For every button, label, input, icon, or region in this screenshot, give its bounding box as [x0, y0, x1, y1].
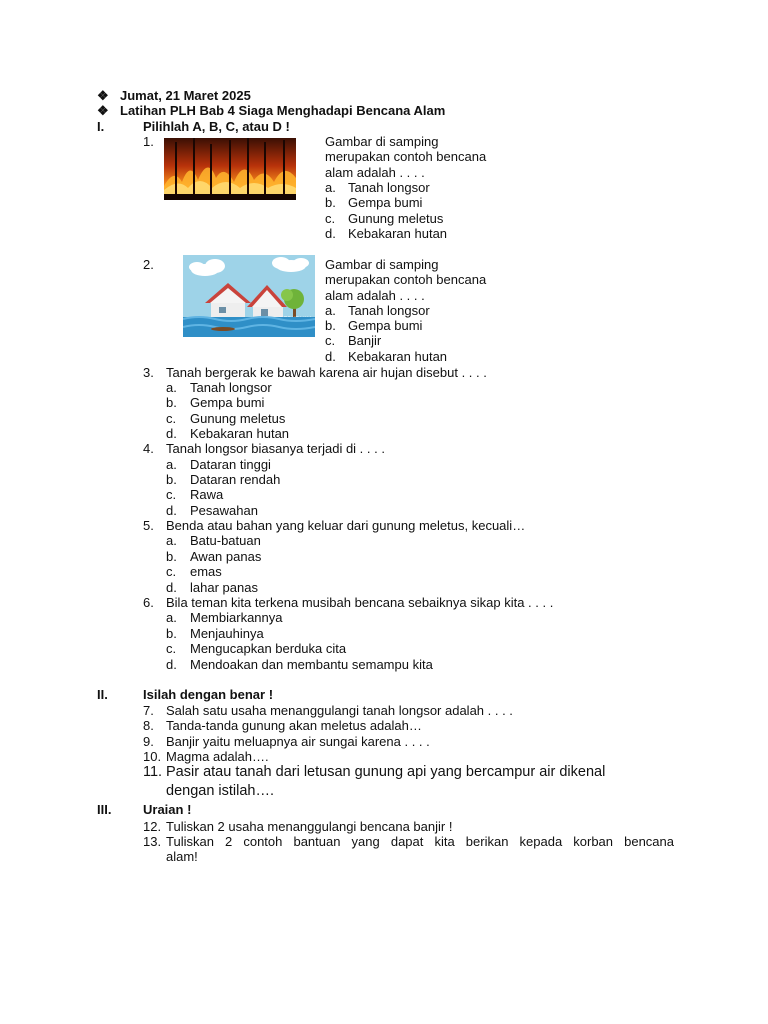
- option-letter: c.: [325, 333, 336, 348]
- option-letter: b.: [325, 318, 336, 333]
- option-text: lahar panas: [190, 580, 258, 595]
- question-text-continued: dengan istilah….: [166, 783, 275, 799]
- question-number: 7.: [143, 703, 154, 718]
- option-letter: c.: [166, 564, 177, 579]
- question-number: 13.: [143, 834, 162, 849]
- option-letter: b.: [166, 549, 177, 564]
- option-text: Gunung meletus: [190, 411, 286, 426]
- question-text: Tuliskan 2 contoh bantuan yang dapat kita berikan kepada korban bencana: [166, 834, 674, 849]
- option-letter: a.: [166, 533, 177, 548]
- forest-fire-image: [164, 138, 296, 200]
- option-text: Tanah longsor: [348, 303, 430, 318]
- section-3-title: Uraian !: [143, 802, 192, 817]
- question-number: 2.: [143, 257, 154, 272]
- option-text: Dataran tinggi: [190, 457, 271, 472]
- option-letter: d.: [325, 349, 336, 364]
- question-text: Magma adalah….: [166, 749, 269, 764]
- question-number: 10.: [143, 749, 162, 764]
- option-letter: a.: [325, 303, 336, 318]
- option-text: Batu-batuan: [190, 533, 261, 548]
- question-text: Bila teman kita terkena musibah bencana sebaiknya sikap kita . . . .: [166, 595, 554, 610]
- question-text: Tanah bergerak ke bawah karena air hujan disebut . . . .: [166, 365, 487, 380]
- option-letter: d.: [166, 426, 177, 441]
- option-text: Tanah longsor: [348, 180, 430, 195]
- header-bullet-icon: ❖: [97, 88, 109, 103]
- question-number: 4.: [143, 441, 154, 456]
- question-text-continued: alam!: [166, 849, 198, 864]
- header-bullet-icon: ❖: [97, 103, 109, 118]
- option-letter: d.: [166, 657, 177, 672]
- option-letter: d.: [325, 226, 336, 241]
- section-1-number: I.: [97, 119, 105, 134]
- question-text-line: alam adalah . . . .: [325, 288, 425, 303]
- option-text: Mengucapkan berduka cita: [190, 641, 347, 656]
- option-letter: a.: [166, 380, 177, 395]
- option-letter: b.: [325, 195, 336, 210]
- question-text-line: merupakan contoh bencana: [325, 272, 487, 287]
- option-letter: a.: [166, 610, 177, 625]
- option-letter: a.: [166, 457, 177, 472]
- question-text: Salah satu usaha menanggulangi tanah longsor adalah . . . .: [166, 703, 513, 718]
- option-text: Pesawahan: [190, 503, 258, 518]
- question-text: Pasir atau tanah dari letusan gunung api yang bercampur air dikenal: [166, 764, 606, 780]
- option-letter: a.: [325, 180, 336, 195]
- option-letter: c.: [166, 641, 177, 656]
- question-number: 8.: [143, 718, 154, 733]
- question-number: 11.: [143, 764, 163, 780]
- question-text: Tanah longsor biasanya terjadi di . . . .: [166, 441, 385, 456]
- option-text: Menjauhinya: [190, 626, 264, 641]
- question-number: 5.: [143, 518, 154, 533]
- page-title: Latihan PLH Bab 4 Siaga Menghadapi Bencana Alam: [120, 103, 446, 118]
- question-text-line: Gambar di samping: [325, 257, 439, 272]
- option-text: Dataran rendah: [190, 472, 281, 487]
- question-number: 6.: [143, 595, 154, 610]
- option-text: Rawa: [190, 487, 224, 502]
- question-text-line: alam adalah . . . .: [325, 165, 425, 180]
- option-text: Gempa bumi: [190, 395, 265, 410]
- option-text: Gempa bumi: [348, 318, 423, 333]
- option-text: Kebakaran hutan: [348, 226, 448, 241]
- option-text: Membiarkannya: [190, 610, 283, 625]
- option-text: Mendoakan dan membantu semampu kita: [190, 657, 433, 672]
- option-text: Gempa bumi: [348, 195, 423, 210]
- question-number: 9.: [143, 734, 154, 749]
- option-letter: c.: [166, 487, 177, 502]
- option-text: Kebakaran hutan: [348, 349, 448, 364]
- section-1-title: Pilihlah A, B, C, atau D !: [143, 119, 290, 134]
- option-text: Tanah longsor: [190, 380, 272, 395]
- question-text: Benda atau bahan yang keluar dari gunung meletus, kecuali…: [166, 518, 526, 533]
- question-text: Tuliskan 2 usaha menanggulangi bencana banjir !: [166, 819, 453, 834]
- question-text-line: merupakan contoh bencana: [325, 149, 487, 164]
- option-letter: d.: [166, 580, 177, 595]
- question-text: Banjir yaitu meluapnya air sungai karena . . . .: [166, 734, 430, 749]
- option-letter: c.: [166, 411, 177, 426]
- option-text: Banjir: [348, 333, 382, 348]
- option-letter: b.: [166, 395, 177, 410]
- section-3-number: III.: [97, 802, 112, 817]
- option-letter: d.: [166, 503, 177, 518]
- option-letter: b.: [166, 626, 177, 641]
- option-text: Kebakaran hutan: [190, 426, 290, 441]
- question-text: Tanda-tanda gunung akan meletus adalah…: [166, 718, 422, 733]
- option-text: Gunung meletus: [348, 211, 444, 226]
- option-text: Awan panas: [190, 549, 262, 564]
- flood-illustration-image: [183, 255, 315, 337]
- question-number: 12.: [143, 819, 162, 834]
- question-number: 3.: [143, 365, 154, 380]
- question-number: 1.: [143, 134, 154, 149]
- option-letter: c.: [325, 211, 336, 226]
- date-heading: Jumat, 21 Maret 2025: [120, 88, 251, 103]
- section-2-number: II.: [97, 687, 108, 702]
- section-2-title: Isilah dengan benar !: [143, 687, 274, 702]
- option-letter: b.: [166, 472, 177, 487]
- question-text-line: Gambar di samping: [325, 134, 439, 149]
- option-text: emas: [190, 564, 222, 579]
